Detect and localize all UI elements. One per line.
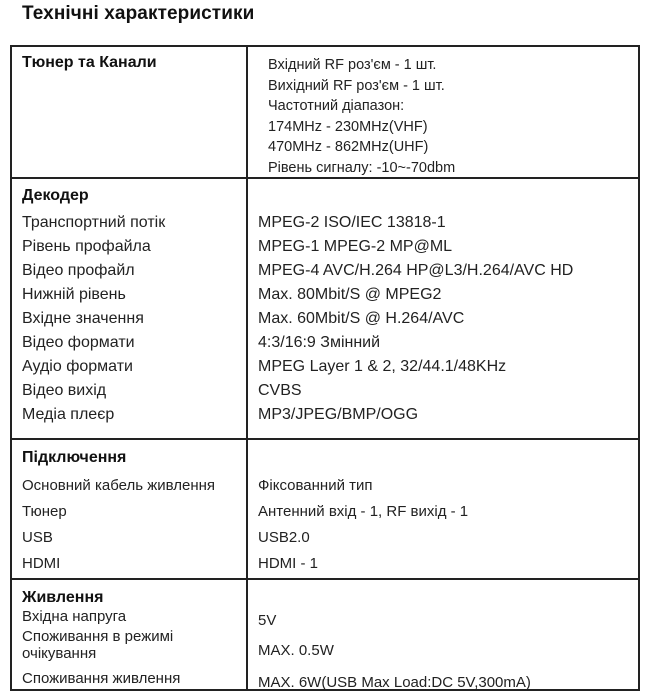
spec-label: Споживання живлення — [22, 670, 181, 687]
spec-label: USB — [22, 529, 53, 546]
section-connectivity — [12, 438, 638, 578]
spec-label: Відео вихід — [22, 382, 107, 399]
spec-value: MPEG Layer 1 & 2, 32/44.1/48KHz — [258, 358, 507, 375]
spec-value: MAX. 0.5W — [258, 642, 334, 659]
spec-label: HDMI — [22, 555, 61, 572]
section-value-cell — [248, 440, 638, 578]
spec-line: Вихідний RF роз'єм - 1 шт. — [268, 77, 445, 94]
section-heading: Підключення — [22, 449, 127, 466]
spec-table — [10, 45, 640, 691]
spec-label: Транспортний потік — [22, 214, 166, 231]
section-heading: Живлення — [22, 589, 104, 606]
spec-line: 174MHz - 230MHz(VHF) — [268, 118, 428, 135]
spec-line: Рівень сигналу: -10~-70dbm — [268, 159, 456, 176]
spec-value: HDMI - 1 — [258, 555, 318, 572]
spec-value: MPEG-1 MPEG-2 MP@ML — [258, 238, 453, 255]
page-title: Технічні характеристики — [22, 3, 255, 24]
spec-value: Фіксованний тип — [258, 477, 373, 494]
spec-label: Нижній рівень — [22, 286, 126, 303]
section-label-cell — [12, 47, 248, 177]
spec-label: Тюнер — [22, 503, 67, 520]
section-heading: Декодер — [22, 187, 89, 204]
spec-value: Max. 60Mbit/S @ H.264/AVC — [258, 310, 465, 327]
spec-value: MPEG-2 ISO/IEC 13818-1 — [258, 214, 446, 231]
spec-label: Відео профайл — [22, 262, 135, 279]
section-label-cell — [12, 179, 248, 438]
spec-label: Медіа плеєр — [22, 406, 115, 423]
spec-value: CVBS — [258, 382, 302, 399]
spec-value: 4:3/16:9 Змінний — [258, 334, 381, 351]
spec-label: Споживання в режимі очікування — [22, 628, 174, 662]
spec-value: Антенний вхід - 1, RF вихід - 1 — [258, 503, 469, 520]
spec-line: 470MHz - 862MHz(UHF) — [268, 139, 429, 155]
section-tuner — [12, 47, 638, 177]
spec-label: Аудіо формати — [22, 358, 133, 375]
spec-value: MPEG-4 AVC/H.264 HP@L3/H.264/AVC HD — [258, 262, 574, 279]
section-value-cell — [248, 580, 638, 689]
spec-line: Частотний діапазон: — [268, 98, 405, 114]
section-power — [12, 578, 638, 689]
section-label-cell — [12, 580, 248, 689]
spec-label: Вхідна напруга — [22, 608, 127, 625]
spec-label: Вхідне значення — [22, 310, 144, 327]
spec-value: MP3/JPEG/BMP/OGG — [258, 406, 419, 423]
section-label-cell — [12, 440, 248, 578]
spec-value: 5V — [258, 612, 277, 629]
section-heading: Тюнер та Канали — [22, 54, 157, 71]
section-value-cell — [248, 179, 638, 438]
spec-line: Вхідний RF роз'єм - 1 шт. — [268, 57, 437, 73]
spec-label: Рівень профайла — [22, 238, 151, 255]
spec-value: MAX. 6W(USB Max Load:DC 5V,300mA) — [258, 674, 531, 691]
spec-label: Відео формати — [22, 334, 135, 351]
section-decoder — [12, 177, 638, 438]
section-value-cell — [248, 47, 638, 177]
spec-value: Max. 80Mbit/S @ MPEG2 — [258, 286, 442, 303]
spec-label: Основний кабель живлення — [22, 477, 216, 494]
spec-value: USB2.0 — [258, 529, 310, 546]
